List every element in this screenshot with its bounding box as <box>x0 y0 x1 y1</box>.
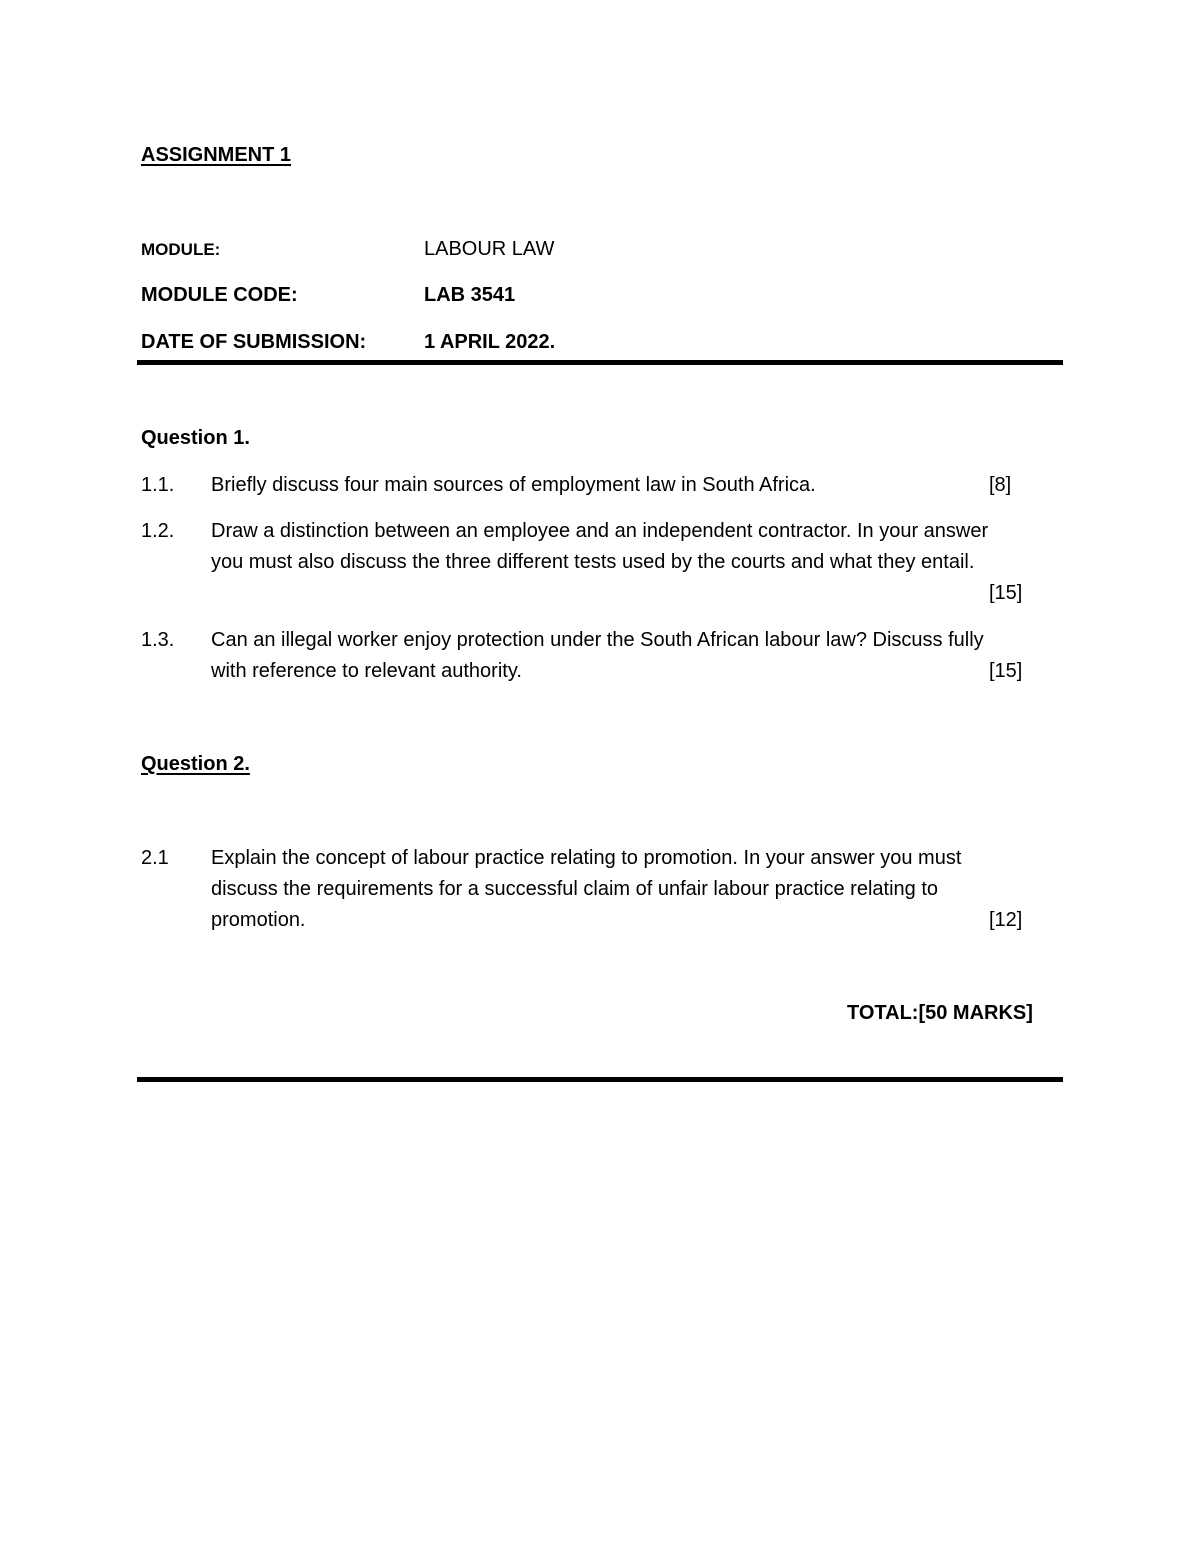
question-1-2-line-2: you must also discuss the three different tests used by the courts and what they entail. <box>211 551 975 573</box>
question-1-1-number: 1.1. <box>141 474 175 496</box>
question-1-1-text: Briefly discuss four main sources of employment law in South Africa. <box>211 474 816 496</box>
module-code-label: MODULE CODE: <box>141 284 298 306</box>
question-1-3-line-2: with reference to relevant authority. <box>211 660 522 682</box>
footer-divider <box>137 1077 1063 1082</box>
module-code-value: LAB 3541 <box>424 284 516 306</box>
question-2-1-marks: [12] <box>989 909 1023 931</box>
question-2-heading: Question 2. <box>141 753 250 775</box>
question-1-3-marks: [15] <box>989 660 1023 682</box>
question-1-3-line-1: Can an illegal worker enjoy protection under the South African labour law? Discuss fully <box>211 629 984 651</box>
submission-date-label: DATE OF SUBMISSION: <box>141 331 367 353</box>
submission-date-value: 1 APRIL 2022. <box>424 331 556 353</box>
module-label: MODULE: <box>141 240 221 259</box>
question-2-1-number: 2.1 <box>141 847 169 869</box>
question-1-2-number: 1.2. <box>141 520 175 542</box>
question-1-2-line-1: Draw a distinction between an employee and an independent contractor. In your answer <box>211 520 989 542</box>
assignment-title: ASSIGNMENT 1 <box>141 144 292 166</box>
question-1-2-marks: [15] <box>989 582 1023 604</box>
question-1-heading: Question 1. <box>141 427 250 449</box>
module-value: LABOUR LAW <box>424 238 555 260</box>
question-1-3-number: 1.3. <box>141 629 175 651</box>
header-divider <box>137 360 1063 365</box>
question-1-1-marks: [8] <box>989 474 1012 496</box>
question-2-1-line-3: promotion. <box>211 909 306 931</box>
question-2-1-line-2: discuss the requirements for a successful claim of unfair labour practice relating to <box>211 878 939 900</box>
total-marks: TOTAL:[50 MARKS] <box>847 1002 1033 1024</box>
question-2-1-line-1: Explain the concept of labour practice relating to promotion. In your answer you must <box>211 847 962 869</box>
